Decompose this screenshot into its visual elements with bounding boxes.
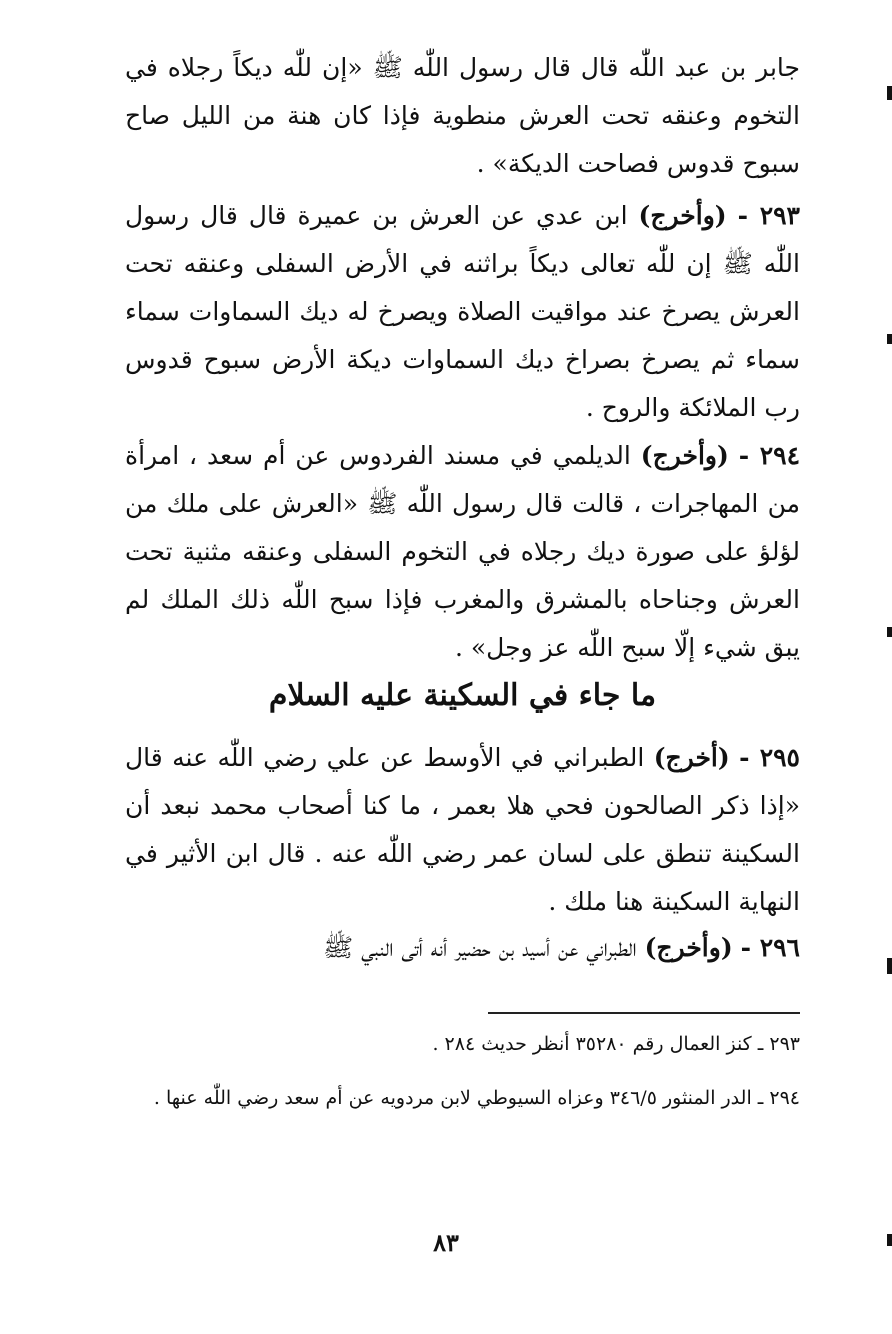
hadith-paragraph-293	[125, 192, 800, 432]
paragraph-text: ابن عدي عن العرش بن عميرة قال قال رسول اللّٰه ﷺ إن للّٰه تعالى ديكاً براثنه في الأرض السفلى وعنقه تحت العرش يصرخ عند مواقيت الصلاة ويصرخ له ديك السماوات سماء سماء ثم يصرخ بصراخ ديك السماوات ديكة الأرض سبوح قدوس رب الملائكة والروح .	[125, 201, 800, 422]
scan-edge-mark	[887, 86, 892, 100]
hadith-number: ٢٩٣ -	[737, 201, 800, 230]
section-heading: ما جاء في السكينة عليه السلام	[268, 678, 657, 713]
hadith-number: ٢٩٥ -	[739, 743, 800, 772]
hadith-paragraph-296	[125, 924, 800, 972]
hadith-keyword: (أخرج)	[653, 743, 730, 772]
scan-edge-mark	[887, 627, 892, 637]
footnote: ٢٩٣ ـ كنز العمال رقم ٣٥٢٨٠ أنظر حديث ٢٨٤ .	[432, 1033, 800, 1055]
footnote: ٢٩٤ ـ الدر المنثور ٣٤٦/٥ وعزاه السيوطي لابن مردويه عن أم سعد رضي اللّٰه عنها .	[153, 1087, 800, 1109]
hadith-number: ٢٩٦ -	[740, 933, 800, 962]
scan-edge-mark	[887, 334, 892, 344]
hadith-keyword: (وأخرج)	[640, 441, 729, 470]
scan-edge-mark	[887, 958, 892, 974]
hadith-keyword: (وأخرج)	[638, 201, 727, 230]
hadith-paragraph-295	[125, 734, 800, 926]
footnote-divider	[488, 1012, 800, 1014]
paragraph-text: الطبراني في الأوسط عن علي رضي اللّٰه عنه قال «إذا ذكر الصالحون فحي هلا بعمر ، ما كنا أصحاب محمد نبعد أن السكينة تنطق على لسان عمر رضي اللّٰه عنه . قال ابن الأثير في النهاية السكينة هنا ملك .	[125, 743, 800, 916]
hadith-keyword: (وأخرج)	[644, 933, 733, 962]
paragraph-continuation	[125, 44, 800, 188]
scan-edge-mark	[887, 1234, 892, 1246]
paragraph-text: جابر بن عبد اللّٰه قال قال رسول اللّٰه ﷺ «إن للّٰه ديكاً رجلاه في التخوم وعنقه تحت العرش منطوية فإذا كان هنة من الليل صاح سبوح قدوس فصاحت الديكة» .	[125, 53, 800, 178]
hadith-number: ٢٩٤ -	[738, 441, 801, 470]
hadith-paragraph-294	[125, 432, 800, 672]
paragraph-text: الديلمي في مسند الفردوس عن أم سعد ، امرأة من المهاجرات ، قالت قال رسول اللّٰه ﷺ «العرش على ملك من لؤلؤ على صورة ديك رجلاه في التخوم السفلى وعنقه مثنية تحت العرش وجناحاه بالمشرق والمغرب فإذا سبح اللّٰه ذلك الملك لم يبق شيء إلّا سبح اللّٰه عز وجل» .	[125, 441, 800, 662]
page-number: ٨٣	[433, 1228, 459, 1257]
paragraph-text: الطبراني عن أسيد بن حضير أنه أتى النبي ﷺ	[323, 933, 637, 962]
